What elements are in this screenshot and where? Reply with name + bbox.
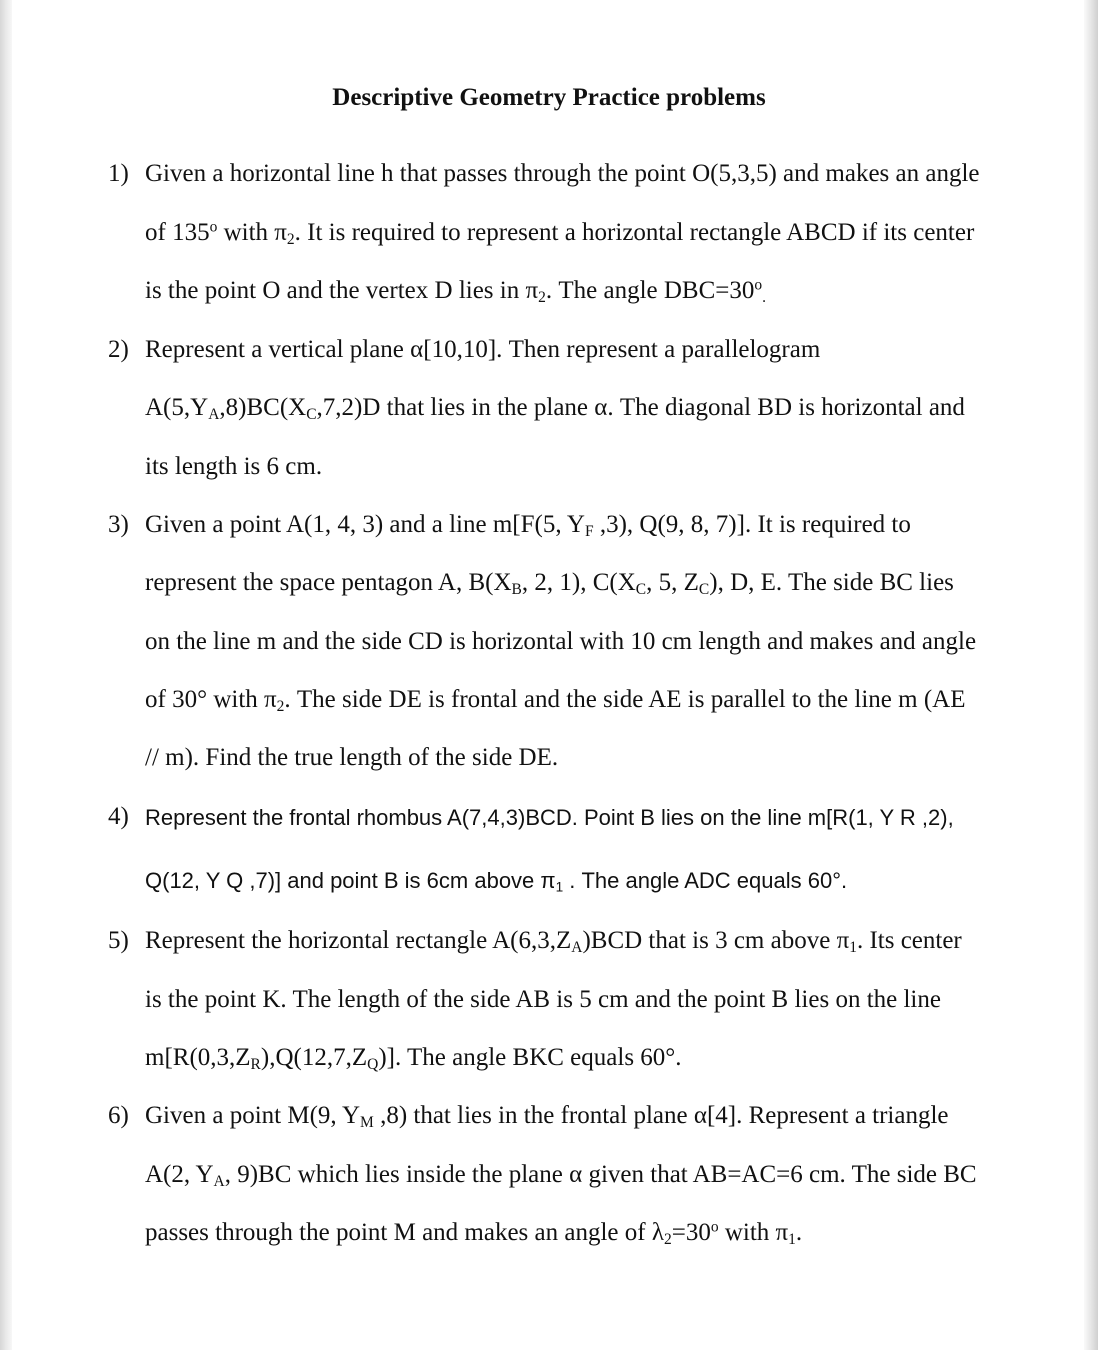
problem-3-number: 3) [108,511,129,538]
problem-1-line: Given a horizontal line h that passes through the point O(5,3,5) and makes an angle [145,160,980,187]
problem-6-number: 6) [108,1102,129,1129]
problem-6-line: A(2, $Y_A$, 9)BC which lies inside the plane α given that AB=AC=6 cm. The side BC [145,1161,977,1190]
problem-1-line: is the point O and the vertex D lies in $\pi_2$. The angle $DBC=30^o_.$ [145,276,766,306]
page-edge-right [1084,0,1098,1350]
superscript: o [209,218,218,236]
problem-4-number: 4) [108,803,129,830]
subscript: 1 [788,1230,796,1248]
problem-6-line: passes through the point M and makes an angle of $\lambda_2=30^o$ with $\pi_1$. [145,1218,803,1248]
problem-5-number: 5) [108,927,129,954]
problem-2-line: its length is 6 cm. [145,453,323,480]
problem-4-line: Represent the frontal rhombus A(7,4,3)BCD. Point B lies on the line m[R(1, Y R ,2), [145,805,954,830]
subscript: 2 [276,697,285,715]
problem-3-line: Given a point A(1, 4, 3) and a line m[F(5, $Y_F$ ,3), Q(9, 8, 7)]. It is required to [145,511,911,540]
document-title: Descriptive Geometry Practice problems [332,84,766,111]
subscript: A [208,405,220,423]
subscript: . [762,288,766,306]
problem-5-line: is the point K. The length of the side AB is 5 cm and the point B lies on the line [145,986,941,1013]
problem-3-line: on the line m and the side CD is horizontal with 10 cm length and makes and angle [145,628,977,655]
page-edge-left [0,0,12,1350]
subscript: C [698,580,710,598]
problem-5-line: Represent the horizontal rectangle $A(6,3,Z_A)BCD$ that is 3 cm above $\pi_1$. Its center [145,927,962,956]
subscript: B [511,580,522,598]
problem-1-number: 1) [108,160,129,187]
subscript: C [306,405,317,423]
subscript: 2 [663,1230,672,1248]
problem-2-number: 2) [108,336,129,363]
subscript: 1 [555,879,564,895]
superscript: o [710,1218,719,1236]
problem-3-line: // m). Find the true length of the side DE. [145,744,559,771]
problem-5-line: $m[R(0,3,Z_R),Q(12,7,Z_Q)]$. The angle BKC equals 60°. [145,1044,682,1073]
subscript: 2 [286,230,295,248]
problem-2-line: Represent a vertical plane α[10,10]. Then represent a parallelogram [145,336,821,363]
subscript: A [571,938,583,956]
subscript: Q [367,1055,379,1073]
problem-3-line: represent the space pentagon A, $B(X_B$, 2, 1), $C(X_C$, 5, $Z_C$), D, E. The side BC lies [145,569,954,598]
problem-2-line: $A(5,Y_A,8)BC(X_C,7,2)D$ that lies in the plane α. The diagonal BD is horizontal and [145,394,965,423]
subscript: M [360,1113,374,1131]
subscript: C [635,580,647,598]
subscript: R [250,1055,261,1073]
subscript: F [584,522,594,540]
subscript: 2 [538,288,546,306]
subscript: A [213,1172,225,1190]
problem-6-line: Given a point M(9, $Y_M$ ,8) that lies in the frontal plane α[4]. Represent a triangle [145,1102,949,1131]
problem-4-line: Q(12, Y Q ,7)] and point B is 6cm above $\pi_1$ . The angle ADC equals 60°. [145,868,848,895]
problem-1-line: of 135$^o$ with $\pi_2$. It is required to represent a horizontal rectangle ABCD if its center [145,218,975,248]
subscript: 1 [849,938,857,956]
superscript: o [754,276,763,294]
problem-3-line: of 30° with $\pi_2$. The side DE is frontal and the side AE is parallel to the line m (AE [145,686,966,715]
